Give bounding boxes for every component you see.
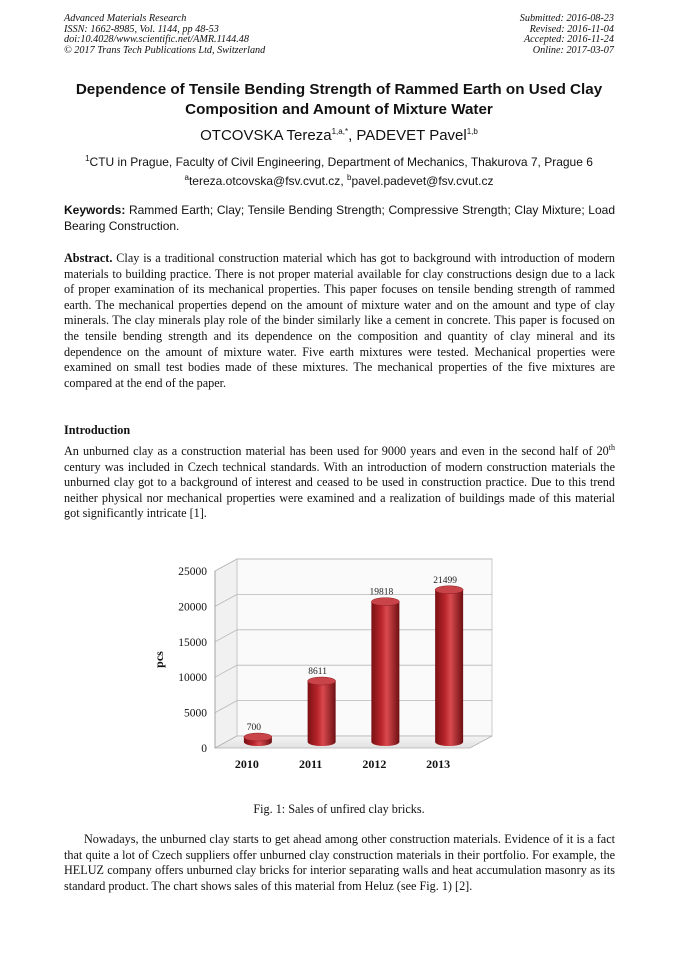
email-a-sup: a [184,173,189,182]
bar-2013 [435,586,463,746]
x-tick-label: 2013 [426,757,451,771]
journal-header-right [520,14,614,56]
keywords-text: Rammed Earth; Clay; Tensile Bending Strength; Compressive Strength; Clay Mixture; Load Bearing Construction. [64,203,615,233]
bar-body [308,681,336,746]
intro-p1-part-a: An unburned clay as a construction material has been used for 9000 years and even in the second half of 20 [64,444,609,458]
email-separator: , [340,174,347,188]
abstract-label: Abstract. [64,251,113,265]
email-a[interactable]: tereza.otcovska@fsv.cvut.cz [188,174,341,188]
keywords [64,203,615,234]
journal-doi: doi:10.4028/www.scientific.net/AMR.1144.48 [64,34,249,46]
paper-title: Dependence of Tensile Bending Strength of Rammed Earth on Used Clay Composition and Amount of Mixture Water [75,81,603,118]
date-submitted: Submitted: 2016-08-23 [519,13,614,24]
data-label: 700 [246,723,261,734]
bar-top [244,733,272,741]
affiliation [40,153,638,191]
y-axis-label: pcs [152,651,166,668]
y-tick-label: 25000 [178,566,207,578]
data-label: 21499 [433,575,457,586]
author-2-sup: 1,b [466,127,478,136]
figure-caption: Fig. 1: Sales of unfired clay bricks. [253,802,425,816]
section-heading-introduction: Introduction [64,423,131,437]
intro-paragraph-2: Nowadays, the unburned clay starts to get ahead among other construction materials. Evidence of it is a fact that quite a lot of Czech suppliers offer unburned clay construction materials in their portfolio. For example, the HELUZ company offers unburned clay bricks for interior separating walls and heat accumulation masonry as its standard product. The chart shows sales of this material from Heluz (see Fig. 1) [2]. [64,832,615,893]
intro-paragraph-1 [64,444,615,522]
affiliation-sup: 1 [85,154,90,163]
bar-top [308,677,336,685]
y-tick-label: 0 [201,743,207,755]
abstract-text: Clay is a traditional construction material which has got to background with introduction of modern materials to building practice. There is not proper material available for clay constructions design due to a lack of proper examination of its mechanical properties. This paper focuses on tensile bending strength of rammed earth. The mechanical properties depend on the amount of mixture water and on the amount and type of clay minerals. The clay minerals play role of the binder similarly like a cement in concrete. This paper is focused on the tensile bending strength and its dependence on the composition and quantity of clay mineral and its dependence on the amount of mixture water. Five earth mixtures were tested. Mechanical properties were examined on small test bodies made of these mixtures. The mechanical properties of the five mixtures are compared at the end of the paper. [64,251,615,390]
affiliation-text: CTU in Prague, Faculty of Civil Engineering, Department of Mechanics, Thakurova 7, Prague 6 [89,155,593,169]
date-revised: Revised: 2016-11-04 [529,23,614,35]
sales-bar-chart [150,548,530,788]
y-tick-label: 20000 [178,601,207,614]
bar-top [371,598,399,606]
chart-side-wall [215,559,237,748]
bar-2010 [244,733,272,746]
journal-copyright: © 2017 Trans Tech Publications Ltd, Switzerland [64,44,266,56]
y-tick-label: 15000 [178,636,207,649]
email-b[interactable]: pavel.padevet@fsv.cvut.cz [351,174,494,188]
journal-name: Advanced Materials Research [64,13,187,24]
author-separator: , [348,127,357,144]
x-tick-label: 2012 [362,757,387,771]
author-1-sup: 1,a,* [331,127,349,136]
y-tick-label: 5000 [184,707,207,720]
date-accepted: Accepted: 2016-11-24 [523,34,614,46]
keywords-label: Keywords: [64,203,126,217]
data-label: 19818 [369,587,394,598]
data-label: 8611 [308,667,327,678]
abstract [64,251,615,391]
journal-issn: ISSN: 1662-8985, Vol. 1144, pp 48-53 [64,23,219,35]
x-tick-label: 2010 [234,757,259,771]
bar-2011 [308,677,336,746]
x-tick-label: 2011 [298,757,323,771]
date-online: Online: 2017-03-07 [532,44,614,56]
bar-top [435,586,463,594]
bar-body [435,590,463,746]
email-b-sup: b [346,173,352,182]
y-tick-label: 10000 [178,672,207,685]
author-2-name: PADEVET Pavel [356,127,467,144]
author-1-name: OTCOVSKA Tereza [200,127,332,144]
bar-2012 [371,598,399,746]
bar-body [371,602,399,746]
intro-p1-part-b: century was included in Czech technical standards. With an introduction of modern construction materials the unburned clay got to a background of interest and ceased to be used in construction practice. Due to this trend neither physical nor mechanical properties were examined and a realization of buildings made of this material got significantly intricate [1]. [64,459,615,521]
journal-header-left [64,14,265,56]
author-line [40,127,638,145]
intro-p1-sup: th [608,442,615,452]
